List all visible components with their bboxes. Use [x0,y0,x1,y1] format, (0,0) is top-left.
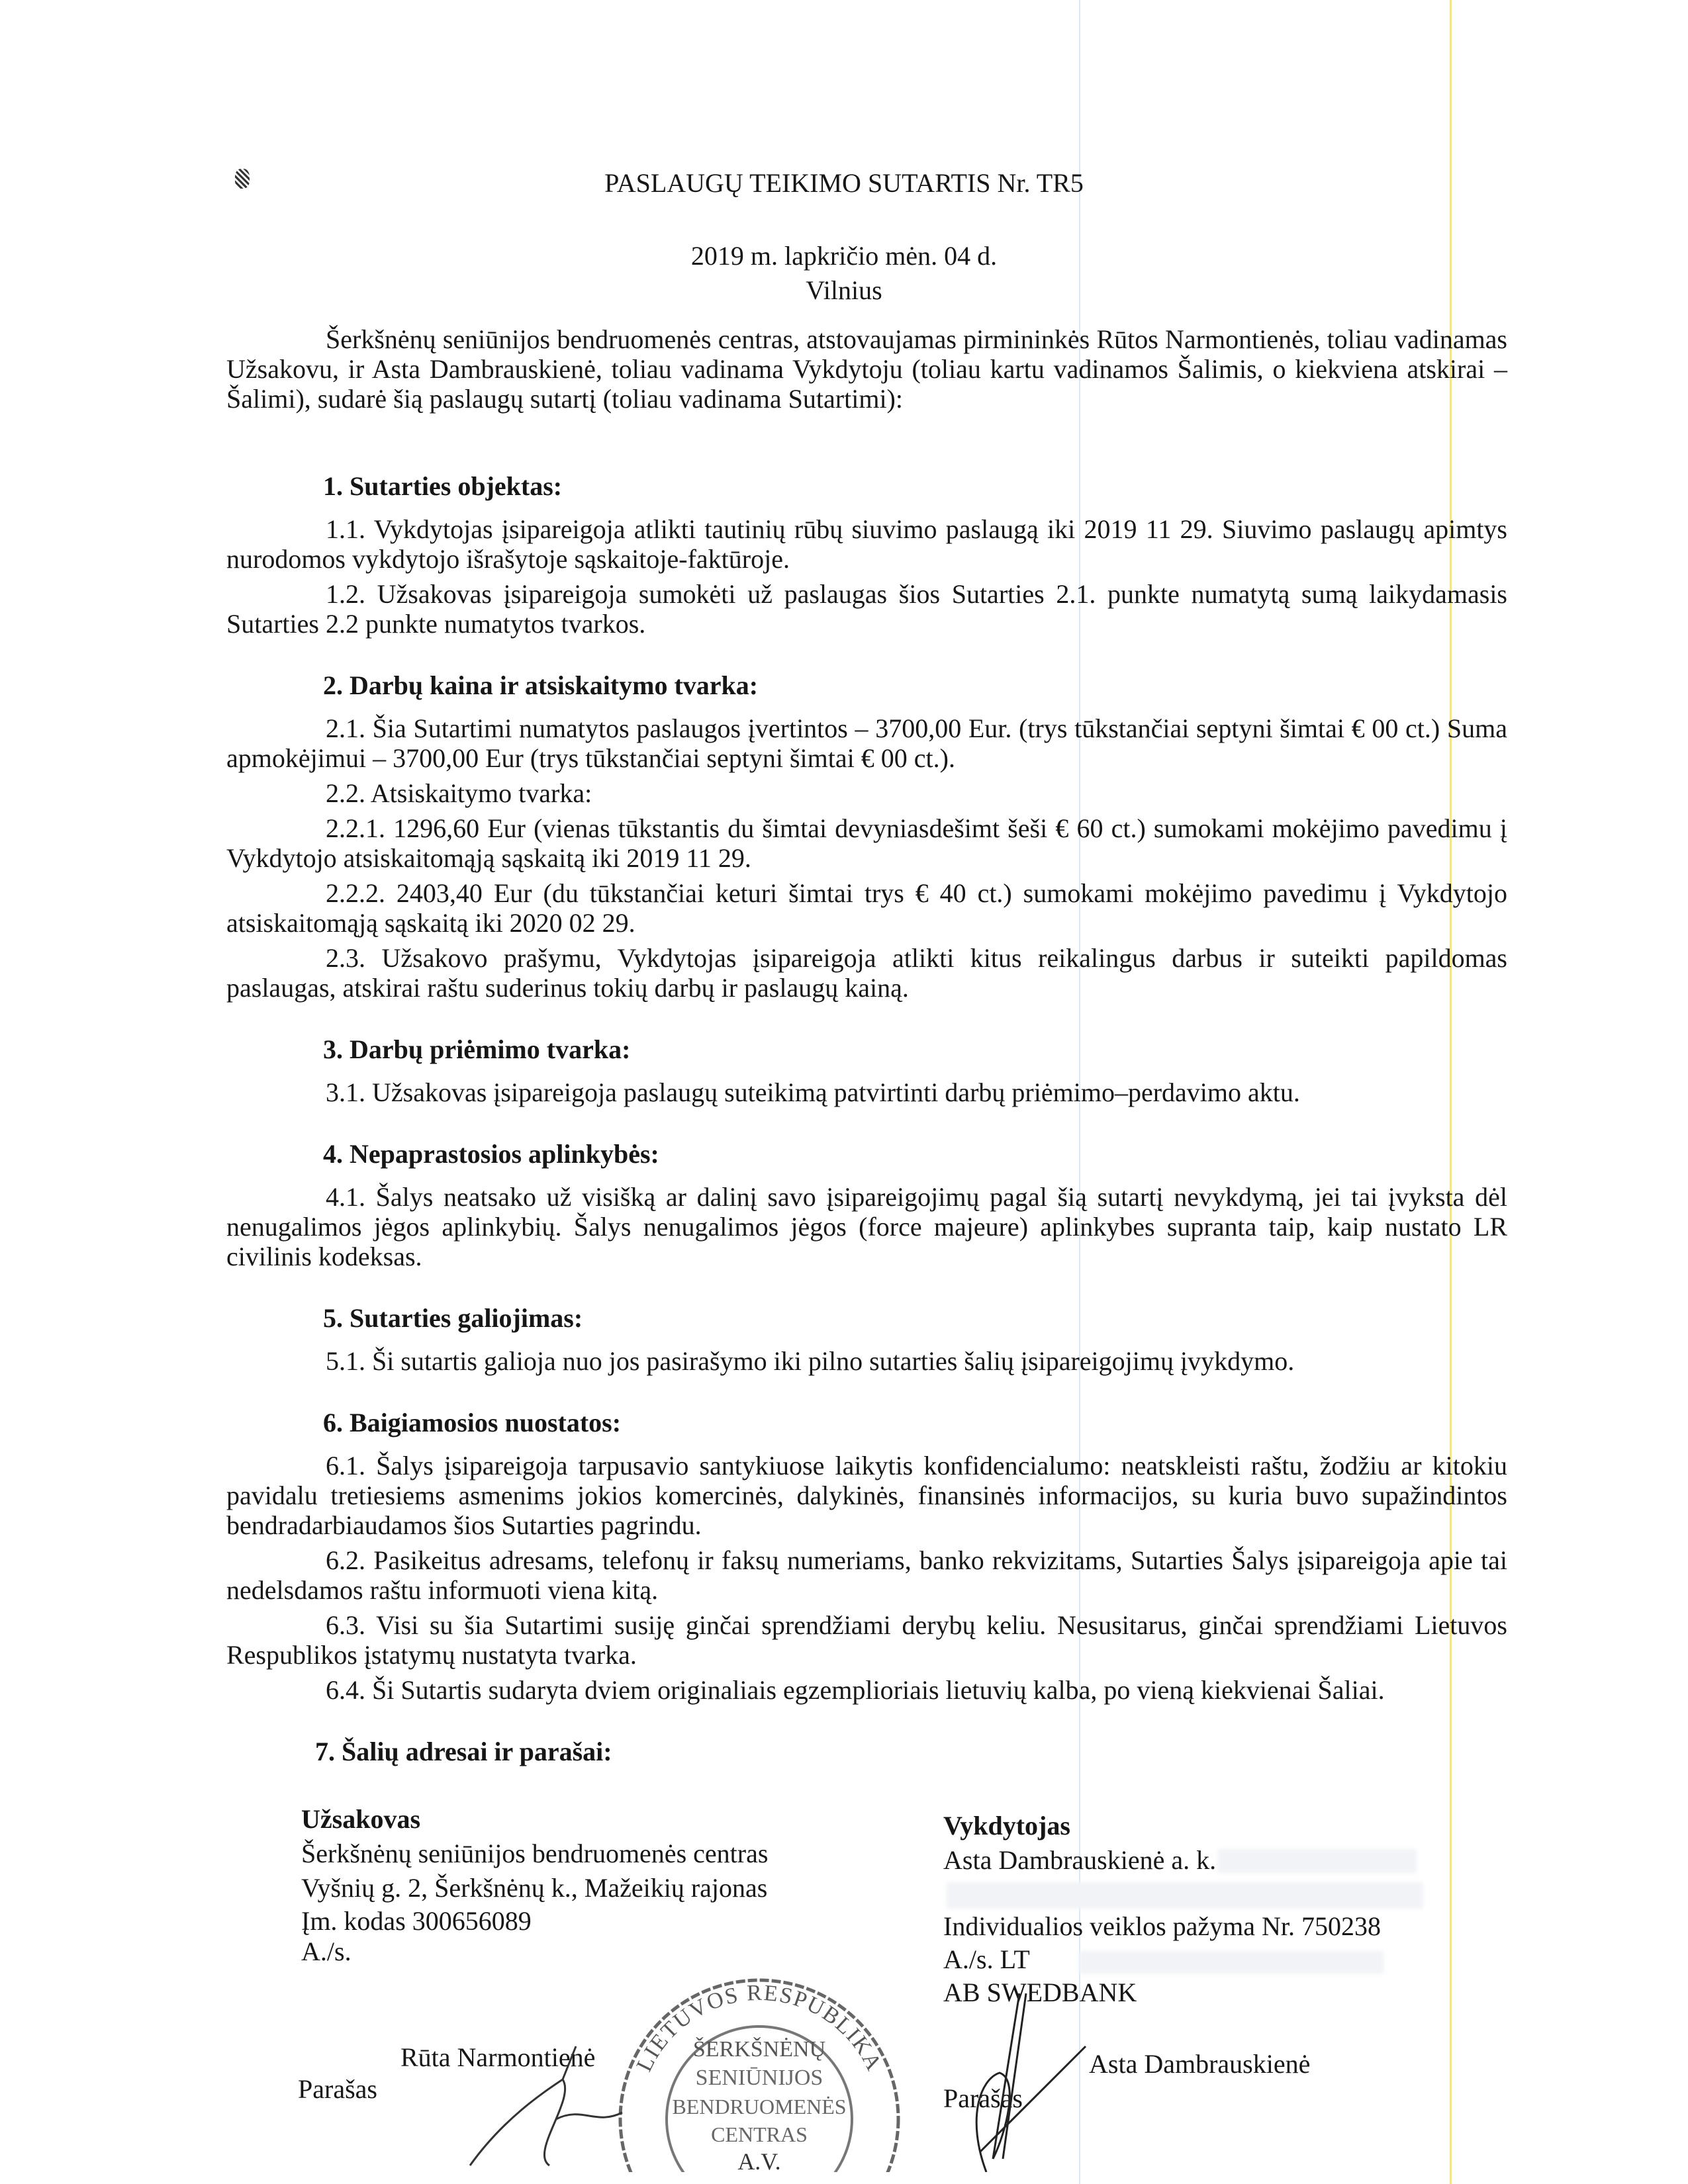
contractor-account: A./s. LT [943,1944,1030,1974]
contractor-signature-label: Parašas [943,2083,1023,2113]
clause-1-2: 1.2. Užsakovas įsipareigoja sumokėti už paslaugas šios Sutarties 2.1. punkte numatytą sumą laikydamasis Sutarties 2.2 punkte numatytos tvarkos. [226,579,1507,639]
clause-2-2: 2.2. Atsiskaitymo tvarka: [326,778,592,808]
redacted-account-number [1079,1951,1383,1974]
customer-signer: Rūta Narmontienė [400,2042,596,2072]
stamp-inner-line: BENDRUOMENĖS [672,2095,847,2118]
clause-3-1: 3.1. Užsakovas įsipareigoja paslaugų suteikimą patvirtinti darbų priėmimo–perdavimo aktu. [326,1077,1300,1107]
clause-6-3: 6.3. Visi su šia Sutartimi susiję ginčai sprendžiami derybų keliu. Nesusitarus, ginčai sprendžiami Lietuvos Respublikos įstatymų nustatyta tvarka. [226,1610,1507,1670]
clause-2-1: 2.1. Šia Sutartimi numatytos paslaugos įvertintos – 3700,00 Eur. (trys tūkstančiai septyni šimtai € 00 ct.) Suma apmokėjimui – 3700,00 Eur (trys tūkstančiai septyni šimtai € 00 ct.). [226,713,1507,773]
clause-4-1: 4.1. Šalys neatsako už visišką ar dalinį savo įsipareigojimų pagal šią sutartį nevykdymą, jei tai įvyksta dėl nenugalimos jėgos aplinkybių. Šalys nenugalimos jėgos (force majeure) aplinkybes supranta taip, kaip nustato LR civilinis kodeksas. [226,1182,1507,1271]
contractor-label: Vykdytojas [943,1811,1070,1841]
stamp-inner-line: SENIŪNIJOS [695,2066,823,2090]
organization-stamp [604,1921,915,2172]
signature-area [226,1766,1507,2172]
contract-body [226,324,1507,2172]
stamp-inner-line: CENTRAS [711,2122,808,2146]
clause-6-1: 6.1. Šalys įsipareigoja tarpusavio santykiuose laikytis konfidencialumo: neatskleisti raštu, žodžiu ar kitokiu pavidalu tretiesiems asmenims jokios komercinės, dalykinės, finansinės informacijos, su kuria buvo supažindintos bendradarbiaudamos šios Sutarties pagrindu. [226,1451,1507,1540]
clause-6-4: 6.4. Ši Sutartis sudaryta dviem originaliais egzemplioriais lietuvių kalba, po vieną kiekvienai Šaliai. [326,1675,1385,1705]
customer-signature [463,2040,635,2172]
contractor-bank: AB SWEDBANK [943,1978,1137,2007]
section-heading: 3. Darbų priėmimo tvarka: [323,1034,631,1064]
stamp-av-label: A.V. [737,2148,781,2172]
section-heading: 6. Baigiamosios nuostatos: [323,1408,622,1437]
document-place: Vilnius [806,275,882,305]
customer-name: Šerkšnėnų seniūnijos bendruomenės centras [301,1839,769,1868]
clause-5-1: 5.1. Ši sutartis galioja nuo jos pasirašymo iki pilno sutarties šalių įsipareigojimų įvykdymo. [326,1346,1295,1376]
clause-2-3: 2.3. Užsakovo prašymu, Vykdytojas įsipareigoja atlikti kitus reikalingus darbus ir suteikti papildomas paslaugas, atskirai raštu suderinus tokių darbų ir paslaugų kainą. [226,943,1507,1003]
contractor-name: Asta Dambrauskienė a. k. [943,1845,1217,1875]
intro-paragraph: Šerkšnėnų seniūnijos bendruomenės centras, atstovaujamas pirmininkės Rūtos Narmontienės, toliau vadinamas Užsakovu, ir Asta Dambrauskienė, toliau vadinama Vykdytoju (toliau kartu vadinamos Šalimis, o kiekviena atskirai – Šalimi), sudarė šią paslaugų sutartį (toliau vadinama Sutartimi): [226,324,1507,414]
document-date: 2019 m. lapkričio mėn. 04 d. [690,241,998,271]
customer-label: Užsakovas [301,1804,421,1834]
contractor-certificate: Individualios veiklos pažyma Nr. 750238 [943,1911,1382,1941]
clause-1-1: 1.1. Vykdytojas įsipareigoja atlikti tautinių rūbų siuvimo paslaugą iki 2019 11 29. Siuvimo paslaugų apimtys nurodomos vykdytojo išrašytoje sąskaitoje-faktūroje. [226,514,1507,574]
stamp-inner-line: ŠERKŠNĖNŲ [692,2037,826,2062]
section-heading: 5. Sutarties galiojimas: [323,1303,583,1333]
customer-account: A./s. [301,1936,352,1966]
section-heading: 7. Šalių adresai ir parašai: [315,1737,612,1766]
document-title: PASLAUGŲ TEIKIMO SUTARTIS Nr. TR5 [604,168,1084,198]
customer-code: Įm. kodas 300656089 [301,1906,532,1936]
customer-address: Vyšnių g. 2, Šerkšnėnų k., Mažeikių rajonas [301,1873,768,1903]
section-heading: 1. Sutarties objektas: [323,471,563,501]
customer-signature-label: Parašas [298,2074,377,2104]
redacted-address [947,1882,1423,1909]
clause-2-2-1: 2.2.1. 1296,60 Eur (vienas tūkstantis du šimtai devyniasdešimt šeši € 60 ct.) sumokami mokėjimo pavedimu į Vykdytojo atsiskaitomąją sąskaitą iki 2019 11 29. [226,813,1507,873]
section-heading: 2. Darbų kaina ir atsiskaitymo tvarka: [323,670,759,700]
stamp-outer-text: LIETUVOS RESPUBLIKA [632,1980,887,2075]
redacted-personal-code [1218,1849,1417,1873]
contractor-signature [940,1987,1112,2172]
clause-2-2-2: 2.2.2. 2403,40 Eur (du tūkstančiai keturi šimtai trys € 40 ct.) sumokami mokėjimo pavedimu į Vykdytojo atsiskaitomąją sąskaitą iki 2020 02 29. [226,878,1507,938]
clause-6-2: 6.2. Pasikeitus adresams, telefonų ir faksų numeriams, banko rekvizitams, Sutarties Šalys įsipareigoja apie tai nedelsdamos raštu informuoti viena kitą. [226,1545,1507,1605]
contractor-signer: Asta Dambrauskienė [1089,2049,1311,2079]
section-heading: 4. Nepaprastosios aplinkybės: [323,1139,659,1169]
